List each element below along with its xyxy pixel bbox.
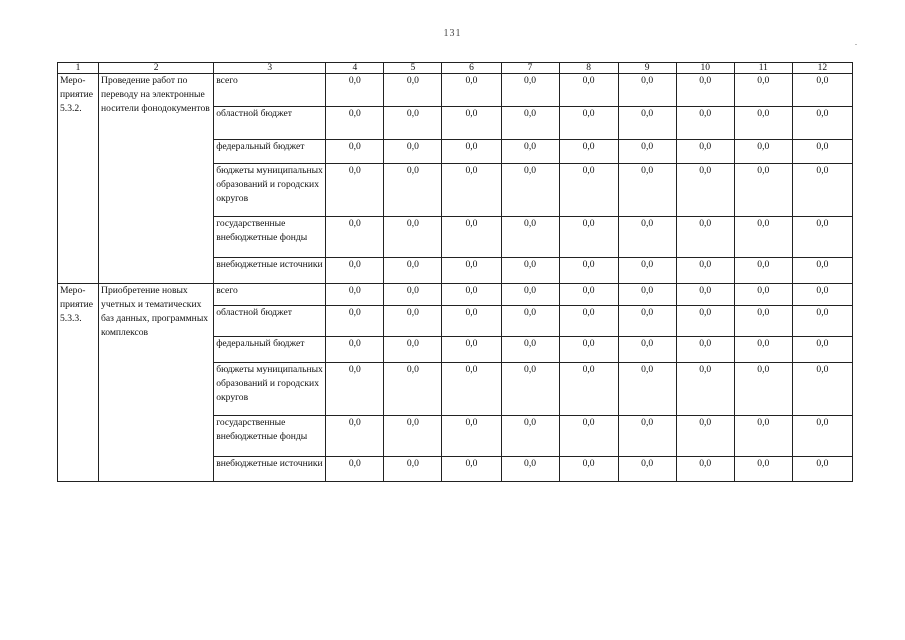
column-number: 11 [734, 63, 792, 74]
activity-name: Проведение работ по переводу на электронные носители фонодокументов [99, 74, 214, 284]
column-number: 3 [214, 63, 326, 74]
column-number: 7 [501, 63, 559, 74]
amount-cell: 0,0 [559, 217, 618, 258]
amount-cell: 0,0 [734, 258, 792, 284]
amount-cell: 0,0 [384, 258, 442, 284]
amount-cell: 0,0 [442, 217, 501, 258]
amount-cell: 0,0 [618, 258, 676, 284]
amount-cell: 0,0 [734, 107, 792, 140]
funding-source: бюджеты муниципальных образований и городских округов [214, 164, 326, 217]
funding-source: внебюджетные источники [214, 258, 326, 284]
funding-source: государственные внебюджетные фонды [214, 217, 326, 258]
amount-cell: 0,0 [501, 363, 559, 416]
amount-cell: 0,0 [676, 217, 734, 258]
amount-cell: 0,0 [442, 337, 501, 363]
column-number: 12 [792, 63, 852, 74]
amount-cell: 0,0 [618, 306, 676, 337]
amount-cell: 0,0 [326, 74, 384, 107]
column-number: 5 [384, 63, 442, 74]
amount-cell: 0,0 [442, 416, 501, 457]
amount-cell: 0,0 [559, 457, 618, 482]
funding-source: областной бюджет [214, 306, 326, 337]
amount-cell: 0,0 [442, 74, 501, 107]
amount-cell: 0,0 [618, 457, 676, 482]
amount-cell: 0,0 [676, 457, 734, 482]
amount-cell: 0,0 [501, 164, 559, 217]
amount-cell: 0,0 [501, 284, 559, 306]
amount-cell: 0,0 [618, 284, 676, 306]
amount-cell: 0,0 [384, 107, 442, 140]
amount-cell: 0,0 [792, 74, 852, 107]
amount-cell: 0,0 [559, 258, 618, 284]
amount-cell: 0,0 [384, 284, 442, 306]
table-row [58, 284, 853, 306]
amount-cell: 0,0 [618, 337, 676, 363]
amount-cell: 0,0 [734, 164, 792, 217]
amount-cell: 0,0 [559, 284, 618, 306]
column-number: 4 [326, 63, 384, 74]
amount-cell: 0,0 [384, 140, 442, 164]
amount-cell: 0,0 [559, 164, 618, 217]
amount-cell: 0,0 [501, 217, 559, 258]
amount-cell: 0,0 [676, 258, 734, 284]
amount-cell: 0,0 [734, 217, 792, 258]
amount-cell: 0,0 [501, 107, 559, 140]
amount-cell: 0,0 [384, 74, 442, 107]
funding-source: федеральный бюджет [214, 140, 326, 164]
funding-source: областной бюджет [214, 107, 326, 140]
amount-cell: 0,0 [442, 306, 501, 337]
amount-cell: 0,0 [792, 284, 852, 306]
activity-id: Меро- приятие 5.3.3. [58, 284, 99, 482]
amount-cell: 0,0 [792, 140, 852, 164]
column-number: 8 [559, 63, 618, 74]
funding-source: федеральный бюджет [214, 337, 326, 363]
amount-cell: 0,0 [326, 164, 384, 217]
activity-name: Приобретение новых учетных и тематических баз данных, программных комплексов [99, 284, 214, 482]
activity-id: Меро- приятие 5.3.2. [58, 74, 99, 284]
amount-cell: 0,0 [676, 284, 734, 306]
amount-cell: 0,0 [734, 284, 792, 306]
amount-cell: 0,0 [618, 217, 676, 258]
funding-source: внебюджетные источники [214, 457, 326, 482]
amount-cell: 0,0 [792, 457, 852, 482]
amount-cell: 0,0 [384, 306, 442, 337]
amount-cell: 0,0 [792, 164, 852, 217]
column-number-row [58, 63, 853, 74]
amount-cell: 0,0 [501, 258, 559, 284]
amount-cell: 0,0 [501, 337, 559, 363]
amount-cell: 0,0 [384, 164, 442, 217]
amount-cell: 0,0 [384, 337, 442, 363]
table-body [58, 74, 853, 482]
amount-cell: 0,0 [501, 140, 559, 164]
amount-cell: 0,0 [792, 337, 852, 363]
amount-cell: 0,0 [676, 306, 734, 337]
amount-cell: 0,0 [442, 164, 501, 217]
amount-cell: 0,0 [676, 337, 734, 363]
amount-cell: 0,0 [384, 217, 442, 258]
amount-cell: 0,0 [734, 74, 792, 107]
amount-cell: 0,0 [792, 363, 852, 416]
amount-cell: 0,0 [792, 416, 852, 457]
column-number: 1 [58, 63, 99, 74]
amount-cell: 0,0 [734, 363, 792, 416]
amount-cell: 0,0 [676, 164, 734, 217]
amount-cell: 0,0 [618, 107, 676, 140]
amount-cell: 0,0 [734, 337, 792, 363]
amount-cell: 0,0 [618, 74, 676, 107]
amount-cell: 0,0 [734, 457, 792, 482]
amount-cell: 0,0 [734, 306, 792, 337]
amount-cell: 0,0 [618, 140, 676, 164]
amount-cell: 0,0 [559, 363, 618, 416]
amount-cell: 0,0 [442, 284, 501, 306]
amount-cell: 0,0 [501, 416, 559, 457]
amount-cell: 0,0 [501, 457, 559, 482]
column-number: 2 [99, 63, 214, 74]
funding-source: всего [214, 284, 326, 306]
amount-cell: 0,0 [326, 284, 384, 306]
amount-cell: 0,0 [559, 416, 618, 457]
amount-cell: 0,0 [326, 107, 384, 140]
amount-cell: 0,0 [326, 416, 384, 457]
amount-cell: 0,0 [792, 107, 852, 140]
amount-cell: 0,0 [676, 363, 734, 416]
page-number: 131 [443, 28, 462, 39]
amount-cell: 0,0 [559, 306, 618, 337]
amount-cell: 0,0 [326, 217, 384, 258]
column-number: 6 [442, 63, 501, 74]
amount-cell: 0,0 [384, 457, 442, 482]
amount-cell: 0,0 [326, 258, 384, 284]
amount-cell: 0,0 [326, 337, 384, 363]
amount-cell: 0,0 [442, 457, 501, 482]
scan-mark [855, 44, 857, 45]
amount-cell: 0,0 [792, 217, 852, 258]
amount-cell: 0,0 [792, 258, 852, 284]
amount-cell: 0,0 [326, 306, 384, 337]
amount-cell: 0,0 [326, 140, 384, 164]
amount-cell: 0,0 [442, 363, 501, 416]
amount-cell: 0,0 [384, 416, 442, 457]
amount-cell: 0,0 [734, 140, 792, 164]
budget-table [57, 62, 853, 482]
amount-cell: 0,0 [384, 363, 442, 416]
amount-cell: 0,0 [792, 306, 852, 337]
amount-cell: 0,0 [442, 140, 501, 164]
amount-cell: 0,0 [442, 107, 501, 140]
column-number: 10 [676, 63, 734, 74]
amount-cell: 0,0 [618, 164, 676, 217]
amount-cell: 0,0 [326, 363, 384, 416]
amount-cell: 0,0 [676, 416, 734, 457]
funding-source: всего [214, 74, 326, 107]
amount-cell: 0,0 [676, 74, 734, 107]
table-row [58, 74, 853, 107]
amount-cell: 0,0 [559, 140, 618, 164]
funding-source: государственные внебюджетные фонды [214, 416, 326, 457]
amount-cell: 0,0 [618, 416, 676, 457]
amount-cell: 0,0 [442, 258, 501, 284]
column-number: 9 [618, 63, 676, 74]
amount-cell: 0,0 [501, 306, 559, 337]
amount-cell: 0,0 [676, 107, 734, 140]
amount-cell: 0,0 [559, 107, 618, 140]
amount-cell: 0,0 [734, 416, 792, 457]
amount-cell: 0,0 [326, 457, 384, 482]
amount-cell: 0,0 [501, 74, 559, 107]
amount-cell: 0,0 [676, 140, 734, 164]
amount-cell: 0,0 [559, 337, 618, 363]
funding-source: бюджеты муниципальных образований и городских округов [214, 363, 326, 416]
amount-cell: 0,0 [618, 363, 676, 416]
amount-cell: 0,0 [559, 74, 618, 107]
